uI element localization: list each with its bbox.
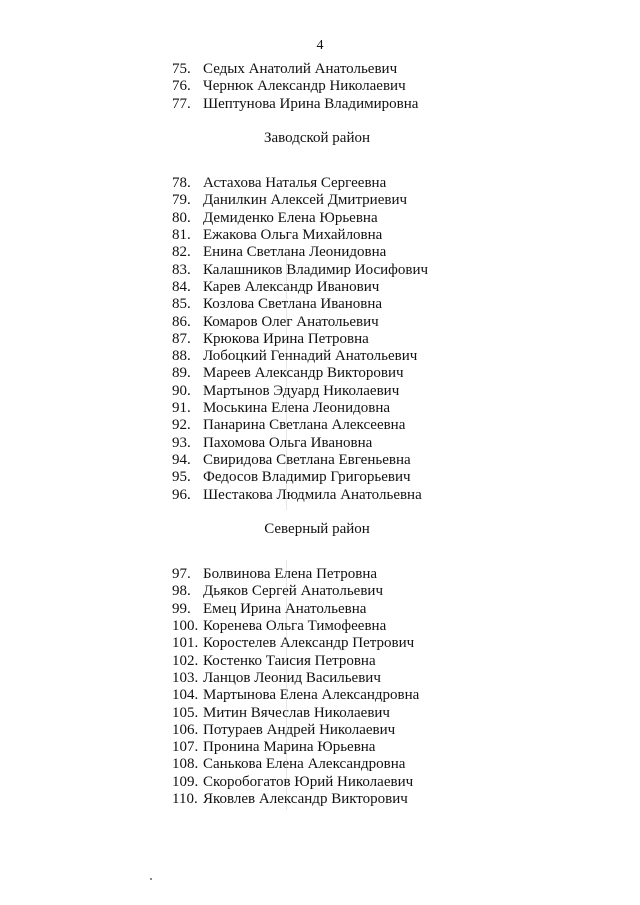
item-number: 100. bbox=[172, 618, 199, 635]
item-number: 94. bbox=[172, 451, 191, 468]
person-name: Лобоцкий Геннадий Анатольевич bbox=[203, 348, 418, 365]
person-name: Мартынов Эдуард Николаевич bbox=[203, 382, 400, 399]
item-number: 108. bbox=[172, 756, 199, 773]
item-number: 101. bbox=[172, 635, 199, 652]
list-item bbox=[172, 653, 612, 670]
scan-artifact-line bbox=[286, 560, 287, 810]
item-number: 89. bbox=[172, 365, 191, 382]
list-item bbox=[172, 348, 612, 365]
person-name: Дьяков Сергей Анатольевич bbox=[203, 583, 383, 600]
person-name: Мартынова Елена Александровна bbox=[203, 687, 420, 704]
list-item bbox=[172, 244, 612, 261]
list-item bbox=[172, 175, 612, 192]
list-item bbox=[172, 583, 612, 600]
item-number: 81. bbox=[172, 227, 191, 244]
person-name: Свиридова Светлана Евгеньевна bbox=[203, 451, 411, 468]
list-item bbox=[172, 618, 612, 635]
person-name: Астахова Наталья Сергеевна bbox=[203, 175, 387, 192]
person-name: Потураев Андрей Николаевич bbox=[203, 721, 396, 738]
person-name: Ланцов Леонид Васильевич bbox=[203, 669, 381, 686]
item-number: 98. bbox=[172, 583, 191, 600]
section-heading-severny: Северный район bbox=[264, 520, 370, 537]
list-item bbox=[172, 635, 612, 652]
person-name: Мареев Александр Викторович bbox=[203, 365, 404, 382]
person-name: Чернюк Александр Николаевич bbox=[203, 78, 406, 95]
item-number: 87. bbox=[172, 330, 191, 347]
person-name: Коростелев Александр Петрович bbox=[203, 635, 415, 652]
list-item bbox=[172, 756, 612, 773]
list-item bbox=[172, 400, 612, 417]
item-number: 107. bbox=[172, 739, 199, 756]
scan-artifact-dot bbox=[150, 878, 152, 880]
item-number: 93. bbox=[172, 434, 191, 451]
section-heading-zavodskoy: Заводской район bbox=[263, 129, 371, 146]
list-item bbox=[172, 383, 612, 400]
item-number: 92. bbox=[172, 417, 191, 434]
scan-artifact-line bbox=[286, 250, 287, 510]
list-severny bbox=[172, 566, 612, 808]
person-name: Седых Анатолий Анатольевич bbox=[203, 61, 398, 77]
person-name: Данилкин Алексей Дмитриевич bbox=[203, 192, 408, 209]
page-number: 4 bbox=[316, 38, 324, 53]
person-name: Шестакова Людмила Анатольевна bbox=[203, 486, 422, 503]
item-number: 78. bbox=[172, 175, 191, 192]
item-number: 88. bbox=[172, 348, 191, 365]
list-item bbox=[172, 96, 612, 113]
list-item bbox=[172, 279, 612, 296]
list-item bbox=[172, 417, 612, 434]
person-name: Демиденко Елена Юрьевна bbox=[203, 209, 378, 226]
list-item bbox=[172, 601, 612, 618]
person-name: Костенко Таисия Петровна bbox=[203, 652, 376, 669]
person-name: Панарина Светлана Алексеевна bbox=[203, 417, 406, 434]
list-item bbox=[172, 739, 612, 756]
item-number: 91. bbox=[172, 400, 191, 417]
item-number: 95. bbox=[172, 469, 191, 486]
item-number: 79. bbox=[172, 192, 191, 209]
list-zavodskoy bbox=[172, 175, 612, 504]
person-name: Пронина Марина Юрьевна bbox=[203, 739, 376, 756]
person-name: Коренева Ольга Тимофеевна bbox=[203, 618, 387, 635]
list-item bbox=[172, 791, 612, 808]
item-number: 82. bbox=[172, 244, 191, 261]
item-number: 103. bbox=[172, 669, 199, 686]
list-item bbox=[172, 705, 612, 722]
person-name: Федосов Владимир Григорьевич bbox=[203, 469, 411, 486]
person-name: Енина Светлана Леонидовна bbox=[203, 244, 387, 261]
item-number: 75. bbox=[172, 61, 191, 77]
list-top bbox=[172, 61, 612, 113]
list-item bbox=[172, 227, 612, 244]
list-item bbox=[172, 262, 612, 279]
person-name: Емец Ирина Анатольевна bbox=[203, 600, 367, 617]
item-number: 109. bbox=[172, 773, 199, 790]
item-number: 106. bbox=[172, 721, 199, 738]
person-name: Санькова Елена Александровна bbox=[203, 756, 406, 773]
list-item bbox=[172, 566, 612, 583]
list-item bbox=[172, 314, 612, 331]
person-name: Карев Александр Иванович bbox=[203, 278, 380, 295]
item-number: 77. bbox=[172, 95, 191, 112]
list-item bbox=[172, 452, 612, 469]
list-item bbox=[172, 487, 612, 504]
list-item bbox=[172, 687, 612, 704]
list-item bbox=[172, 331, 612, 348]
item-number: 104. bbox=[172, 687, 199, 704]
person-name: Митин Вячеслав Николаевич bbox=[203, 704, 390, 721]
list-item bbox=[172, 469, 612, 486]
item-number: 85. bbox=[172, 296, 191, 313]
person-name: Болвинова Елена Петровна bbox=[203, 566, 378, 583]
item-number: 105. bbox=[172, 704, 199, 721]
item-number: 96. bbox=[172, 486, 191, 503]
person-name: Пахомова Ольга Ивановна bbox=[203, 434, 373, 451]
list-item bbox=[172, 210, 612, 227]
list-item bbox=[172, 774, 612, 791]
person-name: Ежакова Ольга Михайловна bbox=[203, 227, 383, 244]
item-number: 97. bbox=[172, 566, 191, 583]
list-item bbox=[172, 61, 612, 78]
list-item bbox=[172, 192, 612, 209]
person-name: Яковлев Александр Викторович bbox=[203, 790, 408, 807]
item-number: 86. bbox=[172, 313, 191, 330]
person-name: Крюкова Ирина Петровна bbox=[203, 330, 369, 347]
person-name: Шептунова Ирина Владимировна bbox=[203, 95, 419, 112]
person-name: Скоробогатов Юрий Николаевич bbox=[203, 773, 414, 790]
list-item bbox=[172, 435, 612, 452]
person-name: Моськина Елена Леонидовна bbox=[203, 400, 391, 417]
list-item bbox=[172, 365, 612, 382]
item-number: 102. bbox=[172, 652, 199, 669]
person-name: Комаров Олег Анатольевич bbox=[203, 313, 379, 330]
item-number: 110. bbox=[172, 790, 198, 807]
item-number: 83. bbox=[172, 261, 191, 278]
list-item bbox=[172, 296, 612, 313]
item-number: 84. bbox=[172, 278, 191, 295]
list-item bbox=[172, 670, 612, 687]
item-number: 80. bbox=[172, 209, 191, 226]
person-name: Козлова Светлана Ивановна bbox=[203, 296, 383, 313]
document-body bbox=[172, 61, 612, 808]
list-item bbox=[172, 722, 612, 739]
person-name: Калашников Владимир Иосифович bbox=[203, 261, 429, 278]
list-item bbox=[172, 78, 612, 95]
item-number: 90. bbox=[172, 382, 191, 399]
item-number: 76. bbox=[172, 78, 191, 95]
item-number: 99. bbox=[172, 600, 191, 617]
